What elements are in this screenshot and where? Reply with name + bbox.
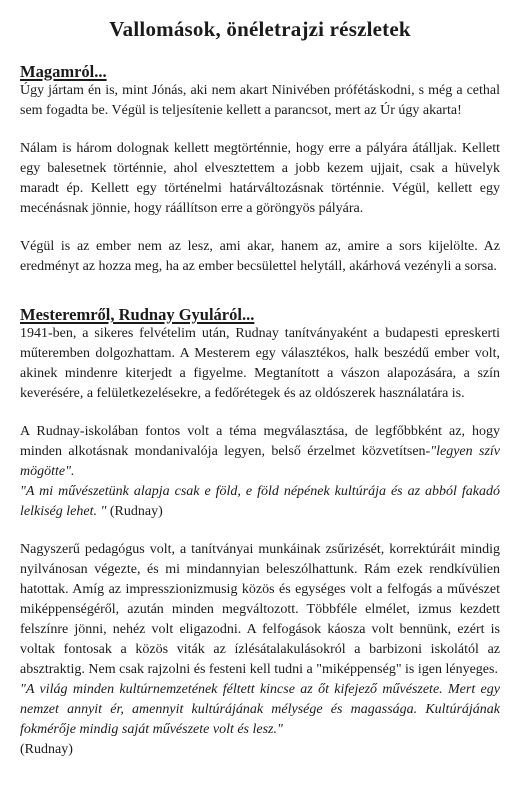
section-about-myself (20, 62, 500, 277)
quote-attribution: (Rudnay) (20, 742, 73, 757)
quote-text: "A világ minden kultúrnemzetének féltett kincse az őt kifejező művészete. Mert egy nemzet annyit ér, amennyit kultúrájának mélysége és magassága. Kultúrájának fokmérője mindig saját művészete volt és lesz." (20, 682, 500, 737)
quote-attribution: (Rudnay) (106, 504, 163, 519)
section-about-master (20, 305, 500, 760)
paragraph: Nálam is három dolognak kellett megtörténnie, hogy erre a pályára átálljak. Kellett egy balesetnek történnie, ahol elvesztettem a jobb kezem ujjait, csak a hüvelyk maradt ép. Kellett egy történelmi határváltozásnak történnie. Végül, kellett egy mecénásnak jönnie, hogy ráállítson erre a göröngyös pályára. (20, 141, 500, 216)
section-heading-about-myself: Magamról... (20, 62, 107, 81)
paragraph-text: A Rudnay-iskolában fontos volt a téma megválasztása, de legfőbbként az, hogy minden alkotásnak mondanivalója legyen, belső érzelmet közvetítsen- (20, 424, 500, 459)
paragraph (20, 422, 500, 482)
paragraph: Végül is az ember nem az lesz, ami akar, hanem az, amire a sors kijelölte. Az eredményt az hozza meg, ha az ember becsülettel helytáll, akárhová vezényli a sorsa. (20, 239, 500, 274)
emphasis-quote: "legyen szív mögötte". (20, 444, 500, 479)
paragraph: 1941-ben, a sikeres felvételim után, Rudnay tanítványaként a budapesti epreskerti műteremben dolgozhattam. A Mesterem egy választékos, halk beszédű ember volt, akinek mindenre kiterjedt a figyelme. Megtanított a vászon alapozására, a szín keverésére, a felületkezelésekre, a fedőrétegek és az oldószerek használatára is. (20, 326, 500, 401)
page-title: Vallomások, önéletrajzi részletek (109, 17, 411, 41)
quote-text: "A mi művészetünk alapja csak e föld, e föld népének kultúrája és az abból fakadó lelkiség lehet. " (20, 484, 500, 519)
section-heading-about-master: Mesteremről, Rudnay Gyuláról... (20, 305, 255, 324)
paragraph: Úgy jártam én is, mint Jónás, aki nem akart Ninivében prófétáskodni, s még a cethal sem fogadta be. Végül is teljesítenie kellett a parancsot, mert az Úr úgy akarta! (20, 83, 500, 118)
paragraph: Nagyszerű pedagógus volt, a tanítványai munkáinak zsűrizését, korrektúráit mindig nyilvánosan végezte, és mi mindannyian beleszólhattunk. Rám ezek rendkívülien hatottak. Amíg az impresszionizmusig közös és egységes volt a felfogás a művészet miképpenségéről, azután minden megváltozott. Többféle elmélet, izmus kezdett felszínre jönni, nehéz volt eligazodni. A felfogások káosza volt bennünk, ezért is voltak fontosak a közös viták az ízlésátalakulásokról a barbizoni iskolától az absztraktig. Nem csak rajzolni és festeni kell tudni a "miképpenség" is igen lényeges. (20, 542, 500, 677)
quote-paragraph (20, 482, 500, 522)
